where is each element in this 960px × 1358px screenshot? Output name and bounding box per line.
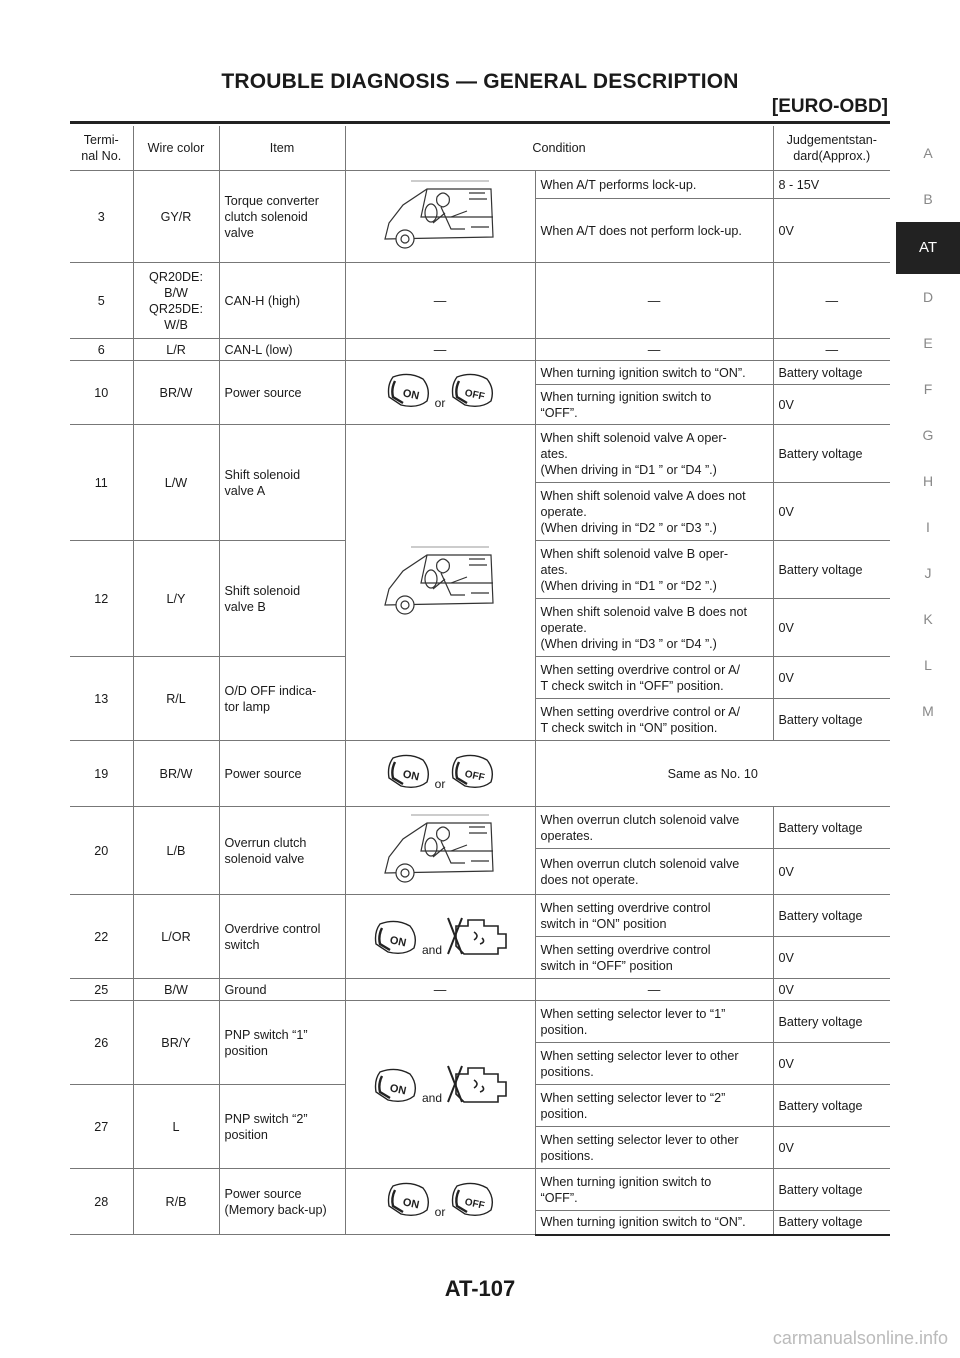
driving-car-illustration — [345, 807, 535, 895]
index-tab-i[interactable]: I — [926, 519, 930, 535]
ignition-off-icon — [447, 752, 497, 792]
terminal-no: 11 — [70, 425, 133, 541]
wire-color: GY/R — [133, 171, 219, 263]
ignition-and-engine-illustration — [345, 1001, 535, 1169]
judgement-value: 0V — [773, 849, 890, 895]
terminal-spec-table — [70, 126, 890, 1236]
header-judgement-standard: Judgementstan- dard(Approx.) — [773, 126, 890, 171]
condition-text: When turning ignition switch to “ON”. — [535, 361, 773, 385]
condition-text: When setting overdrive control switch in “OFF” position — [535, 937, 773, 979]
judgement-value: 0V — [773, 199, 890, 263]
index-tab-b[interactable]: B — [923, 191, 933, 207]
wire-color: L/B — [133, 807, 219, 895]
table-row — [70, 1001, 890, 1043]
condition-text: When shift solenoid valve B does not operate. (When driving in “D3 ” or “D4 ”.) — [535, 599, 773, 657]
table-row — [70, 979, 890, 1001]
judgement-value: 0V — [773, 657, 890, 699]
condition-text: — — [535, 339, 773, 361]
index-tab-e[interactable]: E — [923, 335, 933, 351]
item-name: Power source (Memory back-up) — [219, 1169, 345, 1235]
terminal-no: 28 — [70, 1169, 133, 1235]
wire-color: R/B — [133, 1169, 219, 1235]
terminal-no: 25 — [70, 979, 133, 1001]
item-name: Torque converter clutch solenoid valve — [219, 171, 345, 263]
index-tab-k[interactable]: K — [923, 611, 933, 627]
condition-text: — — [535, 979, 773, 1001]
item-name: Shift solenoid valve B — [219, 541, 345, 657]
ignition-on-icon — [370, 918, 420, 958]
condition-text: When setting overdrive control switch in “ON” position — [535, 895, 773, 937]
index-tab-j[interactable]: J — [924, 565, 932, 581]
header-condition: Condition — [345, 126, 773, 171]
judgement-value: Battery voltage — [773, 1211, 890, 1235]
judgement-value: — — [773, 339, 890, 361]
ignition-switch-illustration — [345, 1169, 535, 1235]
wire-color: BR/W — [133, 361, 219, 425]
index-tab-a[interactable]: A — [923, 145, 933, 161]
judgement-value: 0V — [773, 1043, 890, 1085]
ignition-on-icon — [383, 371, 433, 411]
condition-text: When setting overdrive control or A/ T check switch in “OFF” position. — [535, 657, 773, 699]
judgement-value: 8 - 15V — [773, 171, 890, 199]
condition-text: When overrun clutch solenoid valve does not operate. — [535, 849, 773, 895]
item-name: PNP switch “2” position — [219, 1085, 345, 1169]
svg-text:OFF: OFF — [464, 387, 486, 403]
terminal-no: 27 — [70, 1085, 133, 1169]
item-name: PNP switch “1” position — [219, 1001, 345, 1085]
judgement-value: 0V — [773, 937, 890, 979]
svg-text:OFF: OFF — [464, 1196, 486, 1212]
condition-graphic-none: — — [345, 263, 535, 339]
conjunction-and: and — [421, 942, 443, 957]
item-name: Overdrive control switch — [219, 895, 345, 979]
table-row — [70, 339, 890, 361]
conjunction-or: or — [434, 395, 446, 410]
index-tab-d[interactable]: D — [922, 289, 934, 305]
judgement-value: Battery voltage — [773, 699, 890, 741]
table-row — [70, 741, 890, 807]
table-row — [70, 361, 890, 385]
wire-color: L/OR — [133, 895, 219, 979]
judgement-value: Battery voltage — [773, 425, 890, 483]
condition-text: — — [535, 263, 773, 339]
table-row — [70, 425, 890, 483]
judgement-value: Battery voltage — [773, 895, 890, 937]
wire-color: BR/Y — [133, 1001, 219, 1085]
svg-text:ON: ON — [401, 1195, 420, 1211]
ignition-switch-illustration — [345, 741, 535, 807]
terminal-no: 13 — [70, 657, 133, 741]
driving-car-icon — [381, 543, 499, 619]
condition-text: Same as No. 10 — [535, 741, 890, 807]
svg-text:ON: ON — [388, 933, 408, 949]
table-row — [70, 1169, 890, 1211]
svg-text:ON: ON — [401, 386, 420, 402]
table-row — [70, 171, 890, 199]
header-item: Item — [219, 126, 345, 171]
driving-car-illustration — [345, 425, 535, 741]
driving-car-icon — [381, 811, 499, 887]
terminal-no: 19 — [70, 741, 133, 807]
item-name: O/D OFF indica- tor lamp — [219, 657, 345, 741]
judgement-value: Battery voltage — [773, 1169, 890, 1211]
condition-text: When setting selector lever to “1” position. — [535, 1001, 773, 1043]
driving-car-icon — [381, 177, 499, 253]
terminal-no: 3 — [70, 171, 133, 263]
conjunction-or: or — [434, 1204, 446, 1219]
condition-text: When turning ignition switch to “OFF”. — [535, 385, 773, 425]
ignition-off-icon — [447, 1180, 497, 1220]
condition-graphic-none: — — [345, 339, 535, 361]
terminal-no: 10 — [70, 361, 133, 425]
svg-text:ON: ON — [388, 1081, 408, 1097]
section-index-tabs — [896, 130, 960, 734]
judgement-value: 0V — [773, 599, 890, 657]
wire-color: L/Y — [133, 541, 219, 657]
judgement-value: Battery voltage — [773, 807, 890, 849]
index-tab-at-active[interactable]: AT — [896, 222, 960, 274]
condition-text: When shift solenoid valve A does not operate. (When driving in “D2 ” or “D3 ”.) — [535, 483, 773, 541]
table-header-row — [70, 126, 890, 171]
condition-text: When overrun clutch solenoid valve operates. — [535, 807, 773, 849]
condition-text: When A/T performs lock-up. — [535, 171, 773, 199]
terminal-no: 5 — [70, 263, 133, 339]
terminal-no: 12 — [70, 541, 133, 657]
judgement-value: 0V — [773, 385, 890, 425]
engine-stopped-icon — [444, 912, 510, 958]
table-row — [70, 263, 890, 339]
item-name: Power source — [219, 741, 345, 807]
judgement-value: Battery voltage — [773, 541, 890, 599]
condition-text: When turning ignition switch to “OFF”. — [535, 1169, 773, 1211]
terminal-no: 20 — [70, 807, 133, 895]
table-row — [70, 895, 890, 937]
judgement-value: 0V — [773, 483, 890, 541]
judgement-value: Battery voltage — [773, 361, 890, 385]
judgement-value: Battery voltage — [773, 1085, 890, 1127]
page-subtitle: [EURO-OBD] — [771, 96, 888, 117]
index-tab-h[interactable]: H — [922, 473, 934, 489]
ignition-off-icon — [447, 371, 497, 411]
ignition-on-icon — [383, 752, 433, 792]
judgement-value: 0V — [773, 979, 890, 1001]
index-tab-l[interactable]: L — [924, 657, 932, 673]
condition-text: When setting selector lever to other positions. — [535, 1043, 773, 1085]
ignition-on-icon — [383, 1180, 433, 1220]
item-name: Power source — [219, 361, 345, 425]
condition-text: When A/T does not perform lock-up. — [535, 199, 773, 263]
conjunction-and: and — [421, 1090, 443, 1105]
wire-color: L/R — [133, 339, 219, 361]
judgement-value: 0V — [773, 1127, 890, 1169]
item-name: Overrun clutch solenoid valve — [219, 807, 345, 895]
wire-color: B/W — [133, 979, 219, 1001]
wire-color: QR20DE: B/W QR25DE: W/B — [133, 263, 219, 339]
index-tab-m[interactable]: M — [922, 703, 934, 719]
page-number: AT-107 — [444, 1276, 516, 1301]
wire-color: L/W — [133, 425, 219, 541]
wire-color: L — [133, 1085, 219, 1169]
item-name: Ground — [219, 979, 345, 1001]
condition-text: When setting selector lever to “2” position. — [535, 1085, 773, 1127]
item-name: Shift solenoid valve A — [219, 425, 345, 541]
header-terminal-no: Termi- nal No. — [70, 126, 133, 171]
title-rule — [70, 121, 890, 124]
terminal-no: 26 — [70, 1001, 133, 1085]
judgement-value: Battery voltage — [773, 1001, 890, 1043]
item-name: CAN-H (high) — [219, 263, 345, 339]
condition-text: When turning ignition switch to “ON”. — [535, 1211, 773, 1235]
driving-car-illustration — [345, 171, 535, 263]
index-tab-g[interactable]: G — [922, 427, 934, 443]
condition-text: When setting overdrive control or A/ T check switch in “ON” position. — [535, 699, 773, 741]
wire-color: BR/W — [133, 741, 219, 807]
index-tab-f[interactable]: F — [923, 381, 933, 397]
item-name: CAN-L (low) — [219, 339, 345, 361]
table-row — [70, 807, 890, 849]
header-wire-color: Wire color — [133, 126, 219, 171]
terminal-no: 6 — [70, 339, 133, 361]
condition-graphic-none: — — [345, 979, 535, 1001]
engine-stopped-icon — [444, 1060, 510, 1106]
ignition-on-icon — [370, 1066, 420, 1106]
ignition-and-engine-illustration — [345, 895, 535, 979]
svg-text:OFF: OFF — [464, 768, 486, 784]
judgement-value: — — [773, 263, 890, 339]
condition-text: When setting selector lever to other positions. — [535, 1127, 773, 1169]
ignition-switch-illustration — [345, 361, 535, 425]
footer-watermark: carmanualsonline.info — [772, 1328, 948, 1348]
terminal-no: 22 — [70, 895, 133, 979]
page-title: TROUBLE DIAGNOSIS — GENERAL DESCRIPTION — [221, 70, 739, 93]
conjunction-or: or — [434, 776, 446, 791]
wire-color: R/L — [133, 657, 219, 741]
condition-text: When shift solenoid valve B oper- ates. (When driving in “D1 ” or “D2 ”.) — [535, 541, 773, 599]
condition-text: When shift solenoid valve A oper- ates. (When driving in “D1 ” or “D4 ”.) — [535, 425, 773, 483]
svg-text:ON: ON — [401, 767, 420, 783]
